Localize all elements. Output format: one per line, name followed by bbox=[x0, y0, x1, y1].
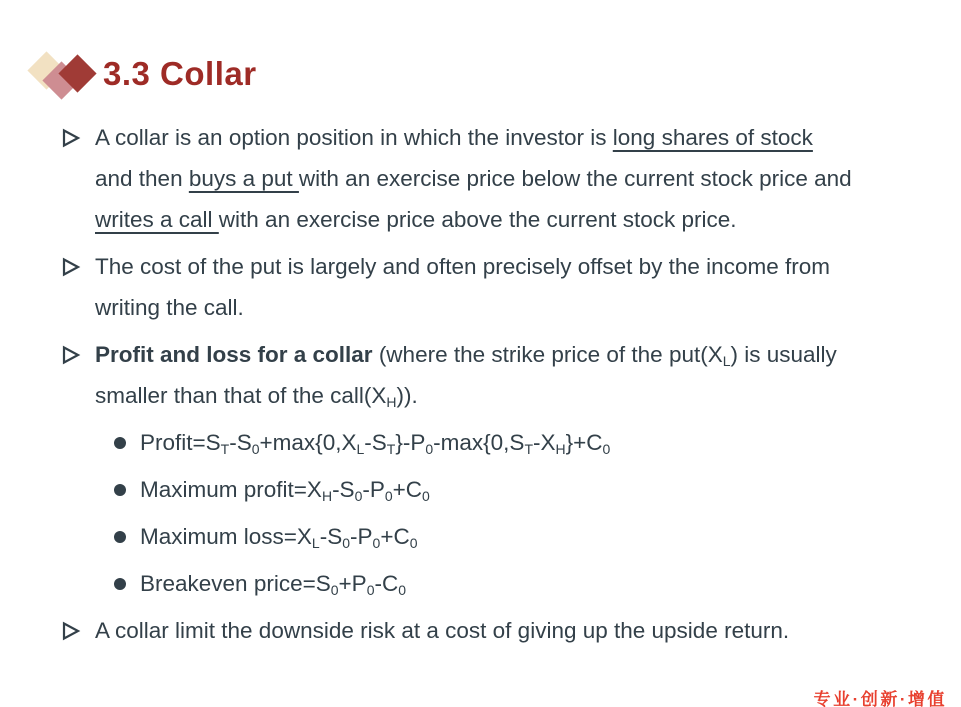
text-segment: Profit and loss for a collar bbox=[95, 342, 373, 367]
bullet-item bbox=[0, 117, 961, 240]
footer-slogan: 专业·创新·增值 bbox=[813, 690, 947, 707]
bullet-item bbox=[0, 334, 961, 416]
title-area bbox=[0, 0, 961, 115]
text-segment: -S bbox=[319, 524, 343, 549]
subscript-text: H bbox=[555, 441, 566, 457]
text-segment: -P bbox=[350, 524, 373, 549]
text-segment: and then bbox=[95, 166, 189, 191]
subscript-text: 0 bbox=[330, 582, 339, 598]
subscript-text: 0 bbox=[409, 535, 418, 551]
text-segment: ) is usually bbox=[730, 342, 837, 367]
text-segment: The cost of the put is largely and often precisely offset by the income from bbox=[95, 254, 830, 279]
text-line bbox=[95, 610, 961, 651]
text-segment: }-P bbox=[395, 430, 426, 455]
bullet-item bbox=[0, 246, 961, 328]
text-segment: }+C bbox=[565, 430, 603, 455]
text-segment: )). bbox=[396, 383, 418, 408]
text-line bbox=[140, 516, 961, 557]
text-line bbox=[95, 287, 961, 328]
subscript-text: 0 bbox=[366, 582, 375, 598]
text-segment: -S bbox=[229, 430, 252, 455]
slide-body bbox=[0, 117, 961, 657]
text-segment: smaller than that of the call(X bbox=[95, 383, 387, 408]
text-line bbox=[95, 334, 961, 375]
text-segment: Breakeven price=S bbox=[140, 571, 331, 596]
text-segment: writing the call. bbox=[95, 295, 244, 320]
text-line bbox=[140, 469, 961, 510]
sub-bullet-item bbox=[0, 469, 961, 510]
subscript-text: 0 bbox=[372, 535, 381, 551]
text-line bbox=[140, 422, 961, 463]
subscript-text: T bbox=[220, 441, 230, 457]
subscript-text: T bbox=[386, 441, 396, 457]
subscript-text: 0 bbox=[398, 582, 407, 598]
text-segment: -max{0,S bbox=[433, 430, 525, 455]
text-line bbox=[95, 117, 961, 158]
text-segment: A collar limit the downside risk at a cost of giving up the upside return. bbox=[95, 618, 790, 643]
dot-bullet-icon bbox=[114, 578, 126, 590]
sub-bullet-item bbox=[0, 563, 961, 604]
text-segment: writes a call bbox=[95, 207, 219, 232]
subscript-text: L bbox=[722, 353, 731, 369]
text-line bbox=[95, 246, 961, 287]
text-segment: A collar is an option position in which the investor is bbox=[95, 125, 613, 150]
text-line bbox=[140, 563, 961, 604]
text-line bbox=[95, 375, 961, 416]
text-segment: Maximum loss=X bbox=[140, 524, 312, 549]
text-segment: +max{0,X bbox=[259, 430, 357, 455]
subscript-text: 0 bbox=[251, 441, 260, 457]
text-segment: with an exercise price below the current stock price and bbox=[298, 166, 852, 191]
text-segment: (where the strike price of the put(X bbox=[372, 342, 723, 367]
text-segment: +C bbox=[392, 477, 423, 502]
page-title: 3.3 Collar bbox=[103, 55, 257, 92]
text-segment: long shares of stock bbox=[612, 125, 813, 150]
dot-bullet-icon bbox=[114, 531, 126, 543]
text-segment: +C bbox=[380, 524, 410, 549]
text-line bbox=[95, 158, 961, 199]
subscript-text: H bbox=[321, 488, 333, 504]
sub-bullet-item bbox=[0, 422, 961, 463]
bullet-item bbox=[0, 610, 961, 651]
text-segment: Maximum profit=X bbox=[140, 477, 322, 502]
text-segment: +P bbox=[338, 571, 367, 596]
subscript-text: 0 bbox=[422, 488, 430, 504]
text-segment: buys a put bbox=[188, 166, 299, 191]
subscript-text: L bbox=[311, 535, 320, 551]
text-segment: -C bbox=[374, 571, 399, 596]
arrowhead-bullet-icon bbox=[61, 256, 81, 278]
text-segment: -S bbox=[364, 430, 387, 455]
dot-bullet-icon bbox=[114, 484, 126, 496]
subscript-text: 0 bbox=[384, 488, 393, 504]
subscript-text: 0 bbox=[342, 535, 351, 551]
arrowhead-bullet-icon bbox=[61, 344, 81, 366]
text-segment: -S bbox=[332, 477, 355, 502]
subscript-text: T bbox=[524, 441, 533, 457]
text-segment: with an exercise price above the current stock price. bbox=[218, 207, 737, 232]
arrowhead-bullet-icon bbox=[61, 620, 81, 642]
text-segment: Profit=S bbox=[140, 430, 221, 455]
subscript-text: L bbox=[356, 441, 365, 457]
sub-bullet-item bbox=[0, 516, 961, 557]
subscript-text: H bbox=[386, 394, 397, 410]
dot-bullet-icon bbox=[114, 437, 126, 449]
text-segment: -P bbox=[362, 477, 385, 502]
text-line bbox=[95, 199, 961, 240]
text-segment: -X bbox=[533, 430, 556, 455]
subscript-text: 0 bbox=[425, 441, 434, 457]
subscript-text: 0 bbox=[602, 441, 611, 457]
subscript-text: 0 bbox=[354, 488, 363, 504]
arrowhead-bullet-icon bbox=[61, 127, 81, 149]
